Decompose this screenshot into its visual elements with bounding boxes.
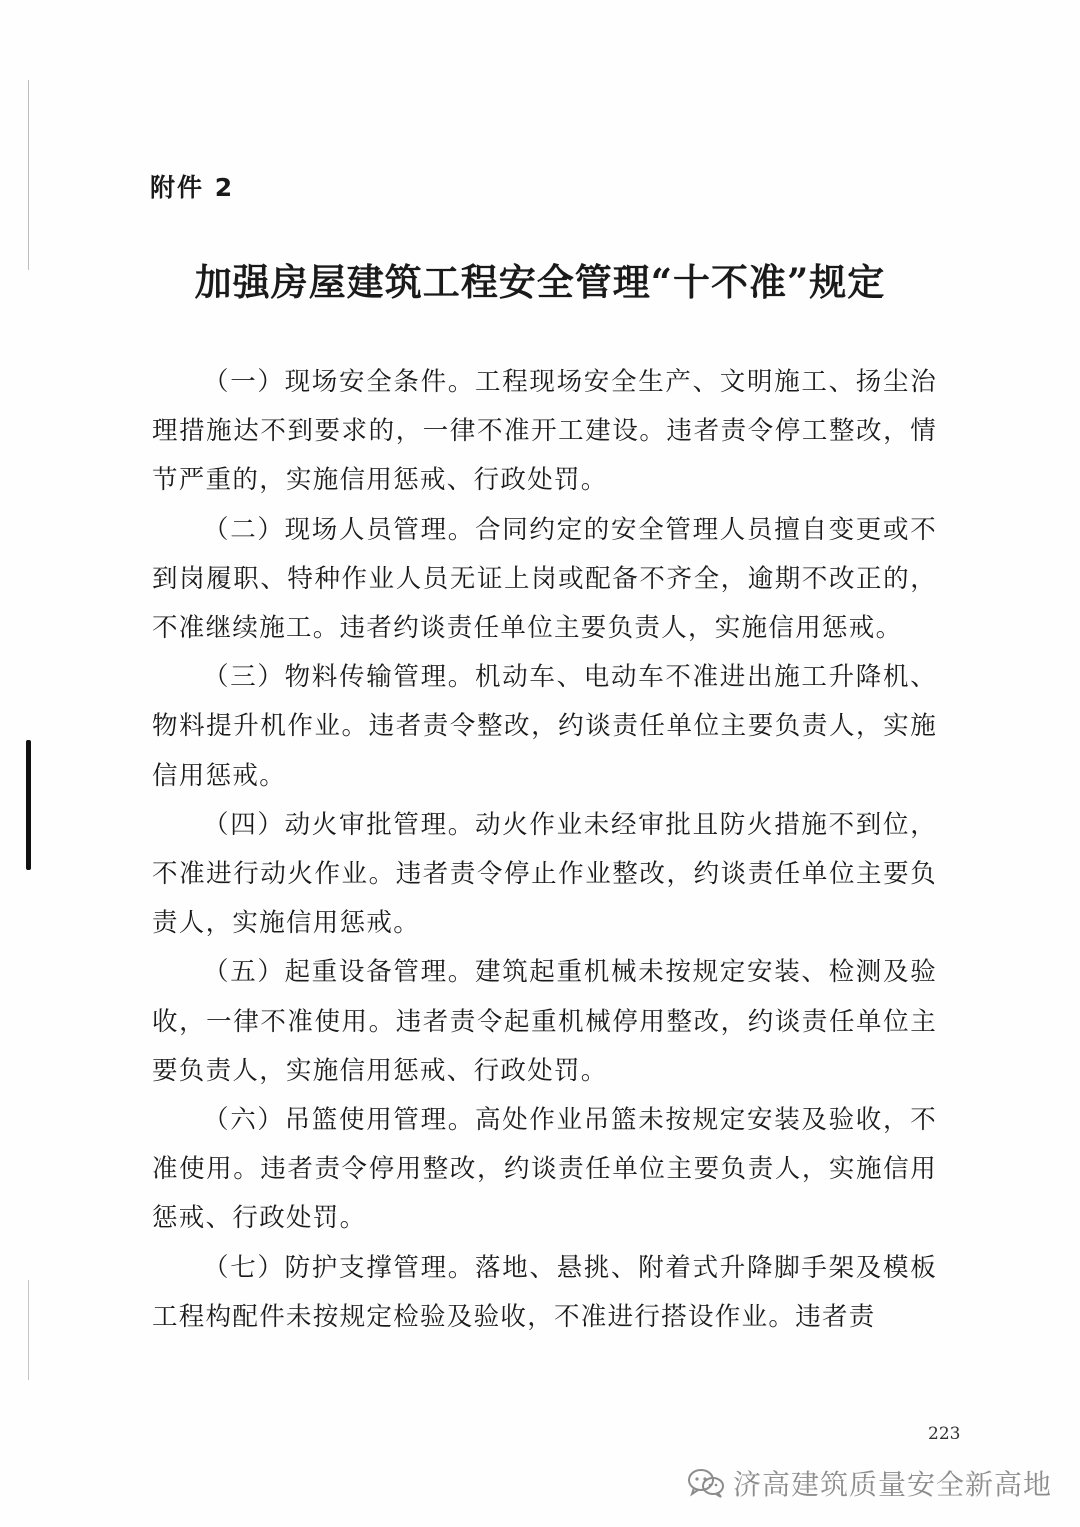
watermark-text: 济高建筑质量安全新高地 [732, 1468, 1052, 1501]
paragraph-7: （七）防护支撑管理。落地、悬挑、附着式升降脚手架及模板工程构配件未按规定检验及验收，不准进行搭设作业。违者责 [152, 1252, 937, 1332]
attachment-label: 附件 2 [150, 173, 235, 202]
scan-edge-line [28, 1280, 29, 1380]
document-body [152, 358, 937, 1342]
paragraph-4: （四）动火审批管理。动火作业未经审批且防火措施不到位，不准进行动火作业。违者责令停止作业整改，约谈责任单位主要负责人，实施信用惩戒。 [152, 809, 937, 939]
paragraph-6: （六）吊篮使用管理。高处作业吊篮未按规定安装及验收，不准使用。违者责令停用整改，约谈责任单位主要负责人，实施信用惩戒、行政处罚。 [152, 1105, 937, 1234]
document-title: 加强房屋建筑工程安全管理“十不准”规定 [194, 260, 886, 304]
paragraph-5: （五）起重设备管理。建筑起重机械未按规定安装、检测及验收，一律不准使用。违者责令起重机械停用整改，约谈责任单位主要负责人，实施信用惩戒、行政处罚。 [152, 957, 937, 1086]
wechat-icon [687, 1468, 725, 1498]
paragraph-3: （三）物料传输管理。机动车、电动车不准进出施工升降机、物料提升机作业。违者责令整改，约谈责任单位主要负责人，实施信用惩戒。 [152, 662, 937, 791]
scan-edge-mark [26, 740, 31, 870]
page-number: 223 [928, 1424, 961, 1444]
paragraph-1: （一）现场安全条件。工程现场安全生产、文明施工、扬尘治理措施达不到要求的，一律不准开工建设。违者责令停工整改，情节严重的，实施信用惩戒、行政处罚。 [152, 367, 937, 496]
paragraph-2: （二）现场人员管理。合同约定的安全管理人员擅自变更或不到岗履职、特种作业人员无证上岗或配备不齐全，逾期不改正的，不准继续施工。违者约谈责任单位主要负责人，实施信用惩戒。 [152, 514, 937, 644]
scan-edge-line [28, 80, 29, 270]
watermark [687, 1463, 1052, 1503]
